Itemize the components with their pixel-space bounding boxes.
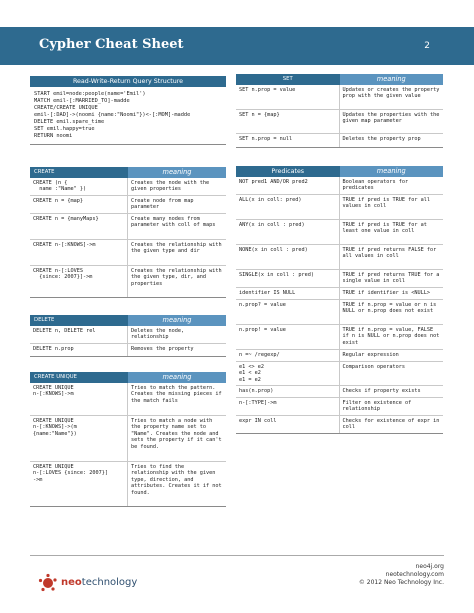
neotechnology-link[interactable]: neotechnology.com: [385, 571, 444, 578]
query-structure-code: START emil=node:people(name='Emil') MATCH emil-[:MARRIED_TO]-madde CREATE/CREATE UNIQUE emil-[:DAD]->(noomi {name:"Noomi"})<-[:MOM]-madde DELETE emil.spare_time SET emil.happy=true RETURN noomi: [30, 87, 226, 145]
table-row: identifier IS NULL TRUE if identifier is <NULL>: [236, 288, 443, 300]
table-row: DELETE n.prop Removes the property: [30, 344, 226, 357]
create-unique-panel: [30, 372, 226, 507]
table-row: CREATE (n { name :"Name" }) Creates the node with the given properties: [30, 178, 226, 196]
page-number: 2: [424, 41, 430, 51]
set-panel: [236, 74, 443, 148]
table-row: NONE(x in coll : pred) TRUE if pred returns FALSE for all values in coll: [236, 245, 443, 270]
table-row: CREATE n-[:KNOWS]->m Creates the relationship with the given type and dir: [30, 240, 226, 266]
page-title: Cypher Cheat Sheet: [39, 37, 184, 52]
predicates-header: Predicates meaning: [236, 166, 443, 177]
table-row: expr IN coll Checks for existence of expr in coll: [236, 416, 443, 434]
delete-panel: [30, 315, 226, 357]
table-row: n-[:TYPE]->m Filter on existence of relationship: [236, 398, 443, 416]
footer-contact: [359, 563, 444, 587]
table-row: DELETE n, DELETE rel Deletes the node, relationship: [30, 326, 226, 344]
table-row: has(n.prop) Checks if property exists: [236, 386, 443, 398]
title-banner: [0, 27, 474, 65]
set-header: SET meaning: [236, 74, 443, 85]
table-row: e1 <> e2 e1 < e2 e1 = e2 Comparison operators: [236, 362, 443, 386]
table-row: CREATE n = {map} Create node from map parameter: [30, 196, 226, 214]
delete-header: DELETE meaning: [30, 315, 226, 326]
logo-dots-icon: [38, 573, 58, 593]
create-header: CREATE meaning: [30, 167, 226, 178]
create-unique-header: CREATE UNIQUE meaning: [30, 372, 226, 383]
table-row: CREATE n-[:LOVES {since: 2007}]->m Creates the relationship with the given type, dir, and properties: [30, 266, 226, 298]
table-row: SET n.prop = null Deletes the property prop: [236, 134, 443, 148]
table-row: n =~ /regexp/ Regular expression: [236, 350, 443, 362]
table-row: CREATE UNIQUE n-[:KNOWS]->(m {name:"Name"}) Tries to match a node with the property name set to "Name". Creates the node and sets the property if it can't be found.: [30, 416, 226, 462]
table-row: CREATE UNIQUE n-[:KNOWS]->m Tries to match the pattern. Creates the missing pieces if the match fails: [30, 383, 226, 416]
neo4j-link[interactable]: neo4j.org: [415, 563, 444, 570]
table-row: SET n.prop = value Updates or creates the property prop with the given value: [236, 85, 443, 110]
table-row: SET n = {map} Updates the properties with the given map parameter: [236, 110, 443, 134]
logo-wordmark: neotechnology: [61, 577, 138, 588]
footer-divider: [30, 555, 444, 556]
table-row: n.prop! = value TRUE if n.prop = value, FALSE if n is NULL or n.prop does not exist: [236, 325, 443, 350]
table-row: SINGLE(x in coll : pred) TRUE if pred returns TRUE for a single value in coll: [236, 270, 443, 288]
table-row: CREATE UNIQUE n-[:LOVES {since: 2007}] ->m Tries to find the relationship with the given type, direction, and attributes. Creates it if not found.: [30, 462, 226, 507]
read-write-panel: [30, 76, 226, 145]
table-row: CREATE n = {manyMaps} Create many nodes from parameter with coll of maps: [30, 214, 226, 240]
table-row: ALL(x in coll: pred) TRUE if pred is TRUE for all values in coll: [236, 195, 443, 220]
copyright: © 2012 Neo Technology Inc.: [358, 579, 444, 586]
table-row: ANY(x in coll : pred) TRUE if pred is TRUE for at least one value in coll: [236, 220, 443, 245]
table-row: NOT pred1 AND/OR pred2 Boolean operators for predicates: [236, 177, 443, 195]
create-panel: [30, 167, 226, 298]
table-row: n.prop? = value TRUE if n.prop = value or n is NULL or n.prop does not exist: [236, 300, 443, 325]
predicates-panel: [236, 166, 443, 434]
read-write-header: Read-Write-Return Query Structure: [30, 76, 226, 87]
